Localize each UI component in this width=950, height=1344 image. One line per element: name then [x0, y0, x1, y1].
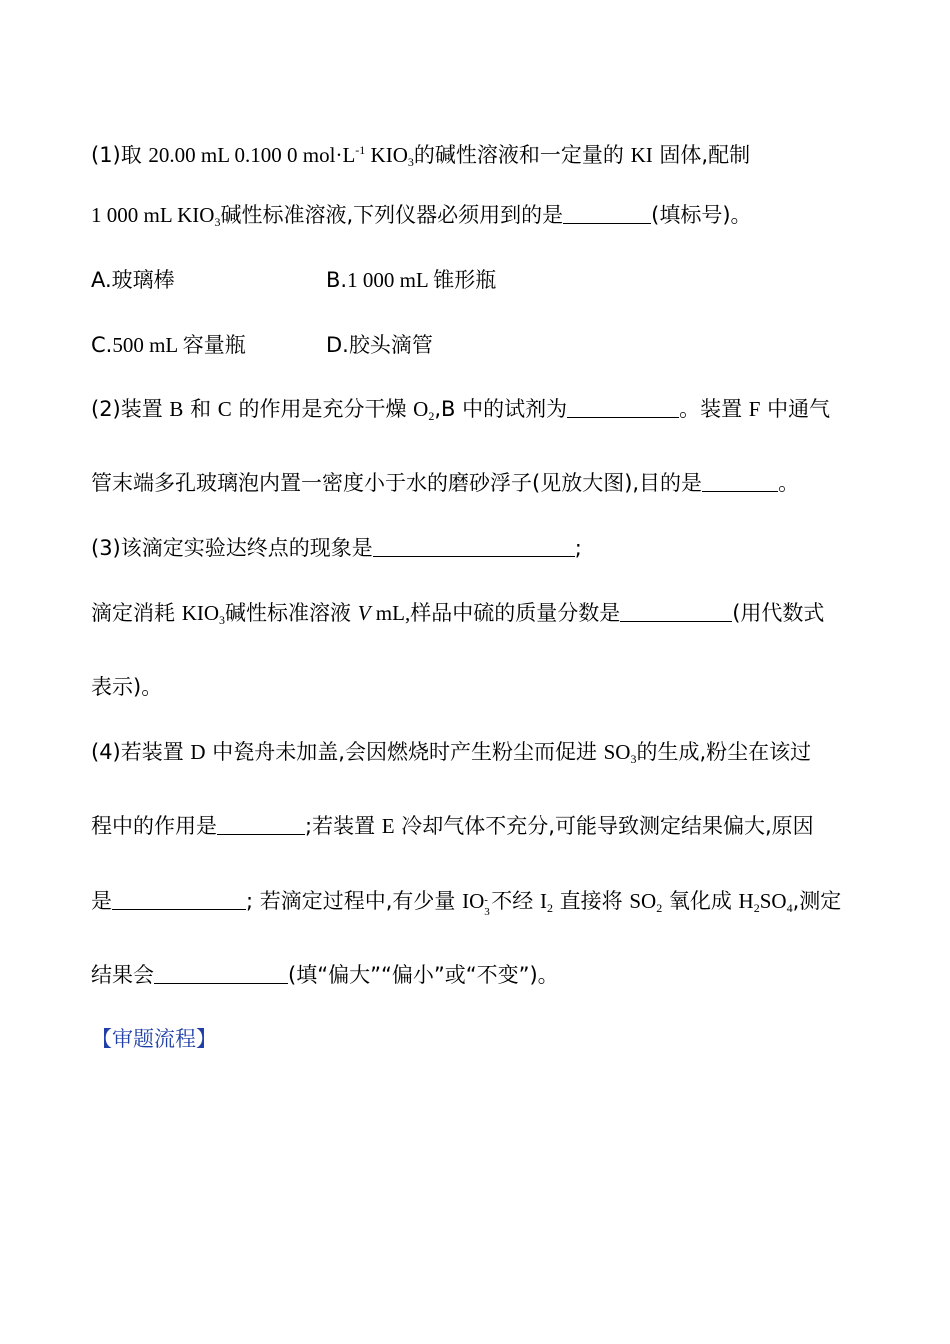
q2-text: (2)装置	[91, 397, 170, 421]
q4-subscript: 3	[484, 906, 490, 918]
q4-subscript: 3	[630, 752, 637, 766]
q1-text: (1)取	[91, 143, 149, 167]
q2-answer-blank-1[interactable]	[567, 399, 679, 418]
q4-answer-blank-1[interactable]	[217, 816, 305, 835]
q4-text: 程中的作用是	[91, 814, 217, 838]
q4-formula-i2: I	[539, 889, 547, 913]
option-c-letter: C.	[91, 333, 113, 357]
q4-text: (4)若装置	[91, 740, 191, 764]
section-heading	[91, 1025, 217, 1053]
q1-subscript: 3	[407, 155, 414, 169]
q1-line2	[91, 201, 752, 236]
q1-options-row1	[91, 266, 175, 294]
q3-answer-blank-2[interactable]	[620, 603, 732, 622]
q1-subscript: 3	[214, 215, 221, 229]
q1-quantity: 1 000 mL KIO	[91, 203, 215, 227]
option-a: A.玻璃棒	[91, 268, 175, 292]
q4-formula-io3: IO	[462, 889, 485, 913]
option-b-text: 锥形瓶	[433, 268, 497, 292]
q2-label-f: F	[748, 397, 761, 421]
q2-text: 。装置	[679, 397, 749, 421]
q4-formula-so3: SO	[603, 740, 631, 764]
q1-formula: KIO	[365, 143, 408, 167]
q1-options-row2	[91, 331, 246, 359]
q4-text: 不经	[491, 889, 540, 913]
q4-superscript: -	[484, 894, 488, 906]
q2-label-c: C	[217, 397, 232, 421]
q2-text: 管末端多孔玻璃泡内置一密度小于水的磨砂浮子(见放大图),目的是	[91, 471, 703, 495]
q3-text: mL,样品中硫的质量分数是	[370, 601, 621, 625]
q3-line2	[91, 599, 824, 634]
q4-text: 是	[91, 889, 112, 913]
q4-text: ;若装置	[305, 814, 382, 838]
q4-text: 直接将	[552, 889, 630, 913]
q1-text: 固体,配制	[652, 143, 751, 167]
q1-options-row1-b	[326, 266, 496, 294]
q1-answer-blank[interactable]	[563, 205, 651, 224]
q4-subscript: 4	[786, 901, 793, 915]
q4-line2	[91, 812, 814, 840]
q3-text: (3)该滴定实验达终点的现象是	[91, 536, 373, 560]
section-heading-text: 【审题流程】	[91, 1027, 217, 1051]
q4-text: ; 若滴定过程中,有少量	[246, 889, 463, 913]
q3-text: 碱性标准溶液	[225, 601, 358, 625]
q4-label-e: E	[381, 814, 395, 838]
q2-subscript: 2	[428, 409, 435, 423]
q4-answer-blank-3[interactable]	[154, 965, 288, 984]
q2-formula-o2: O	[413, 397, 429, 421]
q2-line2	[91, 469, 799, 497]
q3-line1	[91, 534, 582, 562]
q4-text: 结果会	[91, 963, 154, 987]
q2-text: 和	[183, 397, 218, 421]
q1-line1	[91, 136, 750, 176]
q4-formula-h2so4: H	[738, 889, 754, 913]
q4-formula-so2: SO	[629, 889, 657, 913]
q3-answer-blank-1[interactable]	[373, 538, 575, 557]
option-c-text: 容量瓶	[182, 333, 246, 357]
q4-line1	[91, 738, 811, 773]
q4-text: ,测定	[792, 889, 842, 913]
q2-text: 。	[778, 471, 800, 495]
q4-subscript: 2	[656, 901, 663, 915]
q1-text: 的碱性溶液和一定量的	[413, 143, 631, 167]
q4-text: 中瓷舟未加盖,会因燃烧时产生粉尘而促进	[205, 740, 604, 764]
q3-text: (用代数式	[732, 601, 825, 625]
q3-text: 表示)。	[91, 675, 163, 699]
q1-formula-ki: KI	[630, 143, 653, 167]
q3-line3	[91, 673, 162, 701]
q3-text: 滴定消耗	[91, 601, 182, 625]
q3-variable-v: V	[357, 601, 371, 625]
q4-line4	[91, 961, 559, 989]
q4-text: 氧化成	[662, 889, 739, 913]
option-c-quantity: 500 mL	[112, 333, 183, 357]
q2-text: ,B 中的试剂为	[434, 397, 568, 421]
q1-text: 碱性标准溶液,下列仪器必须用到的是	[220, 203, 564, 227]
q3-formula: KIO	[181, 601, 220, 625]
q4-text: (填“偏大”“偏小”或“不变”)。	[288, 963, 559, 987]
q4-label-d: D	[190, 740, 206, 764]
option-d: D.胶头滴管	[326, 333, 433, 357]
q4-subscript: 2	[546, 901, 553, 915]
q4-line3	[91, 887, 841, 922]
q4-ion-charge	[484, 892, 491, 918]
q1-text: (填标号)。	[651, 203, 752, 227]
option-b-letter: B.	[326, 268, 348, 292]
q4-subscript: 2	[753, 901, 760, 915]
q4-text: 的生成,粉尘在该过	[636, 740, 812, 764]
q4-text: 冷却气体不充分,可能导致测定结果偏大,原因	[394, 814, 814, 838]
q1-exponent: -1	[355, 143, 366, 157]
q2-answer-blank-2[interactable]	[702, 473, 778, 492]
q4-answer-blank-2[interactable]	[112, 891, 246, 910]
q2-text: 中通气	[760, 397, 831, 421]
option-b-quantity: 1 000 mL	[347, 268, 434, 292]
q2-text: 的作用是充分干燥	[231, 397, 414, 421]
q4-formula-h2so4: SO	[759, 889, 787, 913]
q3-subscript: 3	[219, 613, 226, 627]
q1-options-row2-d	[326, 331, 433, 359]
q2-label-b: B	[169, 397, 184, 421]
q1-quantity: 20.00 mL 0.100 0 mol·L	[148, 143, 356, 167]
q3-text: ;	[574, 536, 582, 560]
q2-line1	[91, 395, 830, 430]
